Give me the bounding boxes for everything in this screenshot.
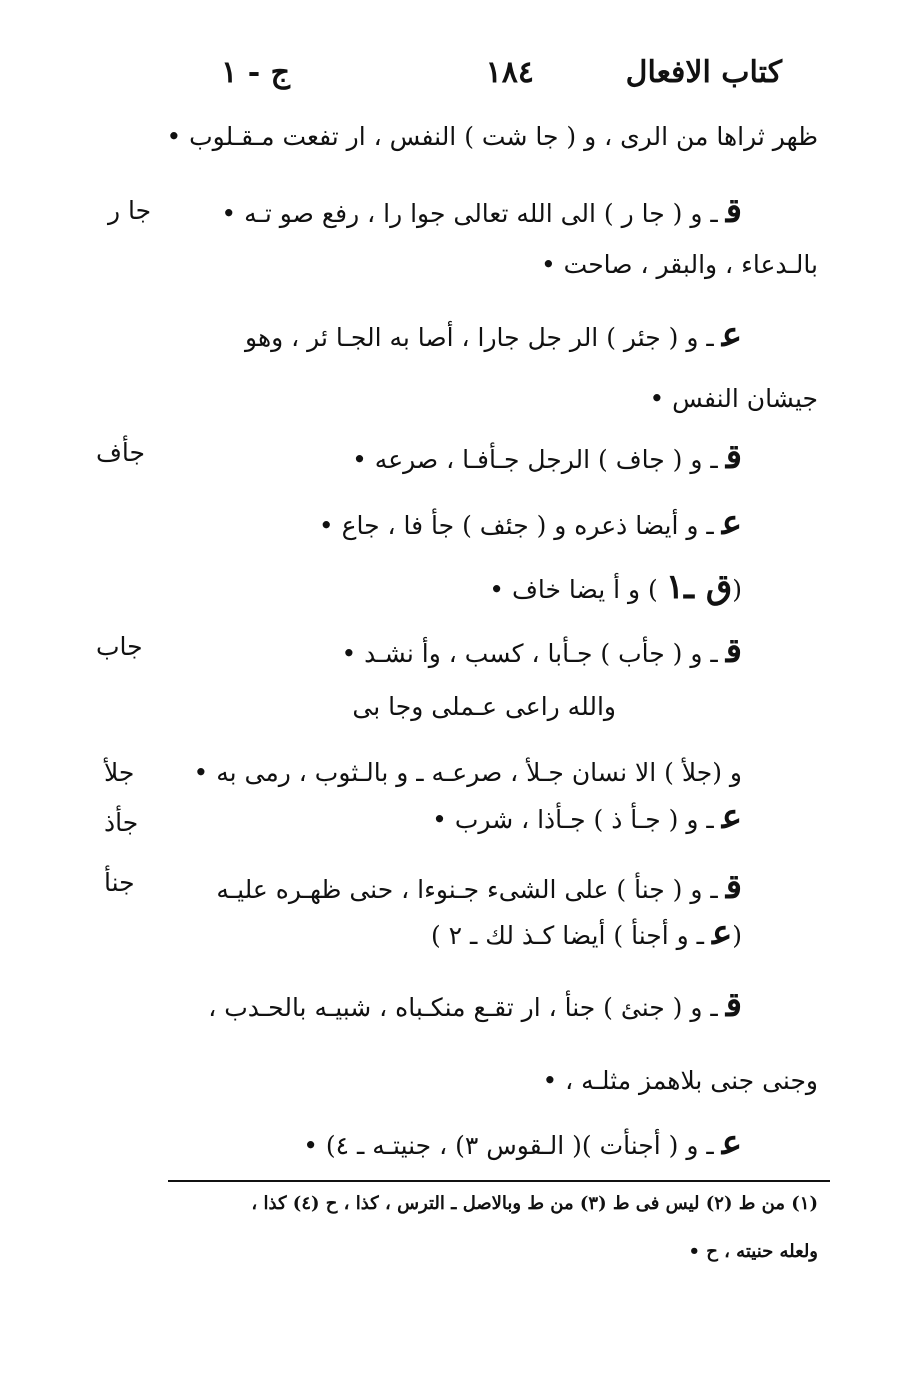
ain-marker: ع <box>721 797 742 837</box>
text-line: قـ و ( جنئ ) جنأ ، ار تقـع منكـباه ، شبيـه بالحـدب ، <box>208 985 742 1025</box>
text-line: عـ و ( أجنأت )( الـقوس ٣) ، جنيتـه ـ ٤) • <box>303 1123 742 1163</box>
page-number: ١٨٤ <box>485 55 534 90</box>
text-line: قـ و ( جأب ) جـأبا ، كسب ، وأ نشـد • <box>341 631 742 671</box>
margin-root: جأذ <box>104 808 139 837</box>
text-line: عـ و ( جئر ) الر جل جارا ، أصا به الجـا ئر ، وهو <box>245 315 742 355</box>
footnote-divider <box>168 1180 830 1182</box>
qaf-marker: ق <box>725 437 742 477</box>
ain-marker: ع <box>721 315 742 355</box>
text-line: ظهر ثراها من الرى ، و ( جا شت ) النفس ، ار تفعت مـقـلوب • <box>166 122 818 151</box>
book-title: كتاب الافعال <box>625 55 782 90</box>
text-line: قـ و ( جا ر ) الى الله تعالى جوا را ، رفع صو تـه • <box>221 191 742 231</box>
qaf-1-marker: ق ـ١ <box>665 567 733 607</box>
text-line: بالـدعاء ، والبقر ، صاحت • <box>540 250 818 279</box>
text-line: (عـ و أجنأ ) أيضا كـذ لك ـ ٢ ) <box>430 913 742 953</box>
text-line: قـ و ( جاف ) الرجل جـأفـا ، صرعه • <box>352 437 742 477</box>
text-line: عـ و أيضا ذعره و ( جئف ) جأ فا ، جاع • <box>318 503 742 543</box>
text-line: (ق ـ١) و أ يضا خاف • <box>489 567 742 607</box>
margin-root: جا ر <box>108 196 152 225</box>
footnote-line: (١) من ط (٢) ليس فى ط (٣) من ط وبالاصل ـ الترس ، كذا ، ح (٤) كذا ، <box>251 1193 818 1214</box>
text-line: قـ و ( جنأ ) على الشىء جـنوءا ، حنى ظهـره عليـه <box>216 867 742 907</box>
ain-marker: ع <box>721 503 742 543</box>
margin-root: جنأ <box>104 868 135 897</box>
qaf-marker: ق <box>725 867 742 907</box>
qaf-marker: ق <box>725 631 742 671</box>
footnote-line: ولعله حنيته ، ح • <box>688 1241 818 1262</box>
margin-root: جلأ <box>104 758 135 787</box>
text-line: وجنى جنى بلاهمز مثلـه ، • <box>542 1066 818 1095</box>
margin-root: جأف <box>96 438 145 467</box>
ain-marker: ع <box>721 1123 742 1163</box>
text-line: عـ و ( جـأ ذ ) جـأذا ، شرب • <box>432 797 742 837</box>
text-line: جيشان النفس • <box>649 384 818 413</box>
qaf-marker: ق <box>725 985 742 1025</box>
verse-line: والله راعى عـملى وجا بى <box>352 692 616 721</box>
text-line: و (جلأ ) الا نسان جـلأ ، صرعـه ـ و بالـثوب ، رمى به • <box>193 758 742 787</box>
qaf-marker: ق <box>725 191 742 231</box>
volume-label: ج - ١ <box>221 55 290 90</box>
ain-marker: ع <box>711 913 733 953</box>
margin-root: جاب <box>96 632 143 661</box>
